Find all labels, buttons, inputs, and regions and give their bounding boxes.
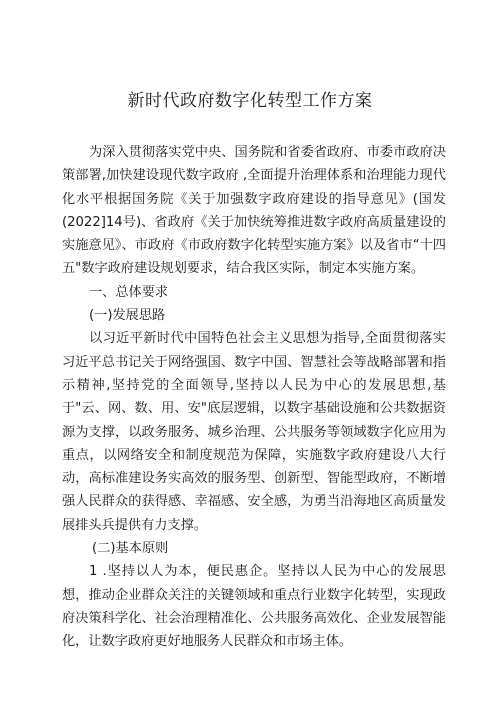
section-heading-general-requirements: 一、总体要求 bbox=[89, 284, 169, 300]
document-body bbox=[62, 141, 446, 654]
principle-1-paragraph: 1 .坚持以人为本，便民惠企。坚持以人民为中心的发展思想，推动企业群众关注的关键领域和重点行业数字化转型，实现政府决策科学化、社会治理精准化、公共服务高效化、企业发展智能化，让数字政府更好地服务人民群众和市场主体。 bbox=[62, 564, 446, 650]
preamble-paragraph: 为深入贯彻落实党中央、国务院和省委省政府、市委市政府决策部署,加快建设现代数字政府 ,全面提升治理体系和治理能力现代化水平根据国务院《关于加强数字政府建设的指导意见》(国发(2022]14号)、省政府《关于加快统筹推进数字政府高质量建设的实施意见》、市政府《市政府数字化转型实施方案》以及省市“十四五"数字政府建设规划要求，结合我区实际，制定本实施方案。 bbox=[62, 145, 446, 277]
document-title: 新时代政府数字化转型工作方案 bbox=[127, 91, 373, 111]
development-approach-paragraph: 以习近平新时代中国特色社会主义思想为指导,全面贯彻落实习近平总书记关于网络强国、数字中国、智慧社会等战略部署和指示精神,坚持党的全面领导,坚持以人民为中心的发展思想,基于"云、网、数、用、安"底层逻辑，以数字基础设施和公共数据资源为支撑，以政务服务、城乡治理、公共服务等领域数字化应用为重点，以网络安全和制度规范为保障，实施数字政府建设八大行动，高标准建设务实高效的服务型、创新型、智能型政府，不断增强人民群众的获得感、幸福感、安全感，为勇当沿海地区高质量发展排头兵提供有力支撑。 bbox=[62, 331, 446, 533]
subsection-heading-development-approach: (一)发展思路 bbox=[89, 308, 166, 324]
subsection-heading-basic-principles: (二)基本原则 bbox=[92, 541, 169, 557]
